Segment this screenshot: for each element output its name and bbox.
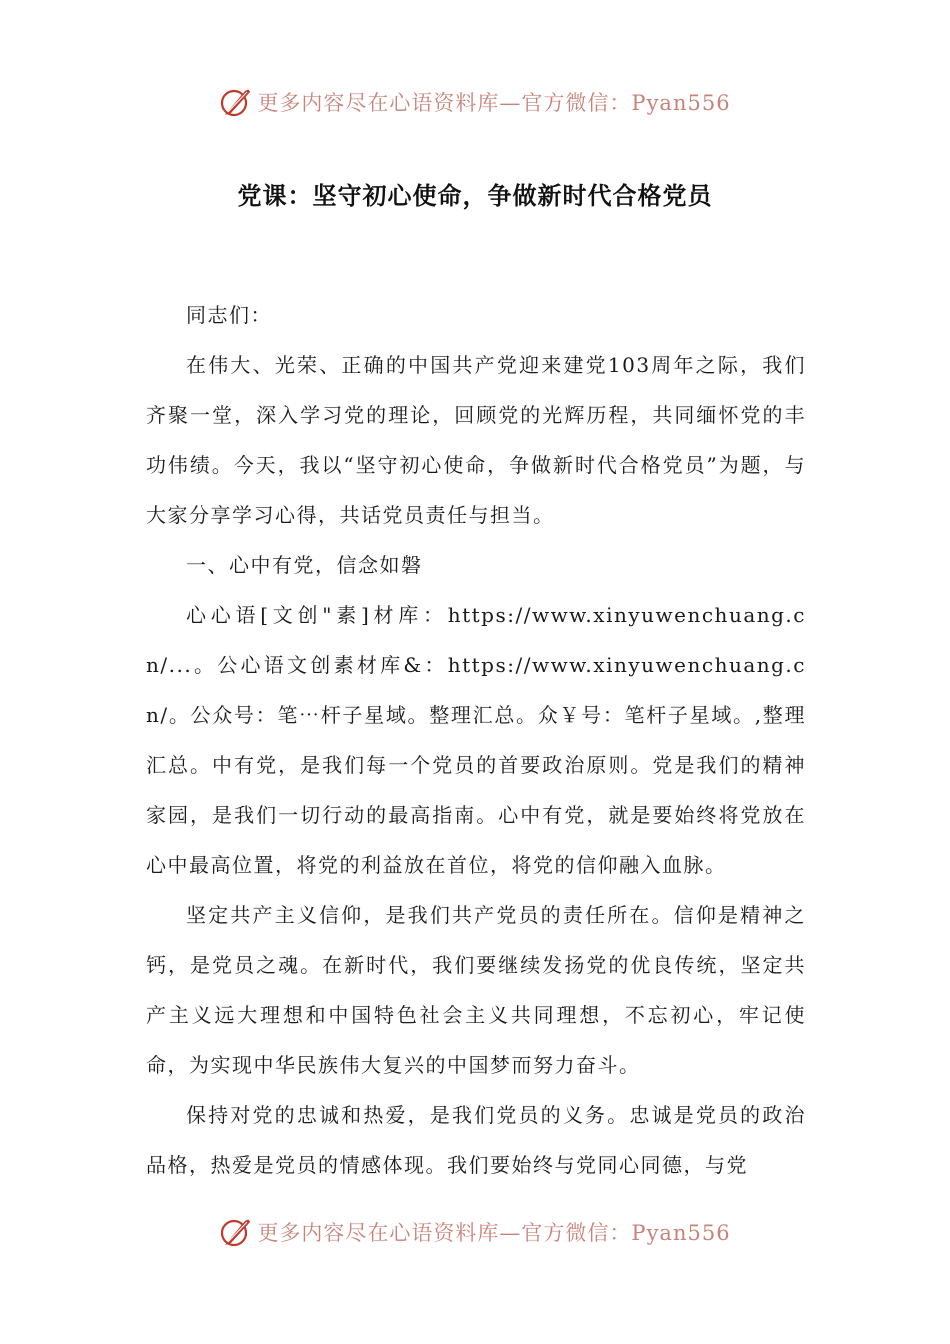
watermark-text: 更多内容尽在心语资料库—官方微信：Pyan556: [257, 91, 731, 115]
header-watermark-banner: [0, 80, 950, 124]
document-body: [146, 290, 806, 1190]
salutation: 同志们：: [186, 303, 272, 327]
quill-pen-logo-icon: [219, 1215, 253, 1249]
document-title: 党课：坚守初心使命，争做新时代合格党员: [237, 182, 713, 210]
paragraph: 保持对党的忠诚和热爱，是我们党员的义务。忠诚是党员的政治品格，热爱是党员的情感体现。我们要始终与党同心同德，与党: [146, 1103, 806, 1177]
paragraph: 心心语[文创"素]材库：https://www.xinyuwenchuang.cn/...。公心语文创素材库&：https://www.xinyuwenchuang.cn/。公众号：笔⋯杆子星域。整理汇总。众￥号：笔杆子星域。,整理汇总。中有党，是我们每一个党员的首要政治原则。党是我们的精神家园，是我们一切行动的最高指南。心中有党，就是要始终将党放在心中最高位置，将党的利益放在首位，将党的信仰融入血脉。: [146, 603, 806, 877]
footer-watermark-banner: [0, 1210, 950, 1254]
watermark-text: 更多内容尽在心语资料库—官方微信：Pyan556: [257, 1221, 731, 1245]
section-heading: 一、心中有党，信念如磐: [186, 553, 423, 577]
paragraph: 坚定共产主义信仰，是我们共产党员的责任所在。信仰是精神之钙，是党员之魂。在新时代，我们要继续发扬党的优良传统，坚定共产主义远大理想和中国特色社会主义共同理想，不忘初心，牢记使命，为实现中华民族伟大复兴的中国梦而努力奋斗。: [146, 903, 806, 1077]
paragraph: 在伟大、光荣、正确的中国共产党迎来建党103周年之际，我们齐聚一堂，深入学习党的理论，回顾党的光辉历程，共同缅怀党的丰功伟绩。今天，我以“坚守初心使命，争做新时代合格党员”为题，与大家分享学习心得，共话党员责任与担当。: [146, 353, 806, 527]
quill-pen-logo-icon: [219, 85, 253, 119]
